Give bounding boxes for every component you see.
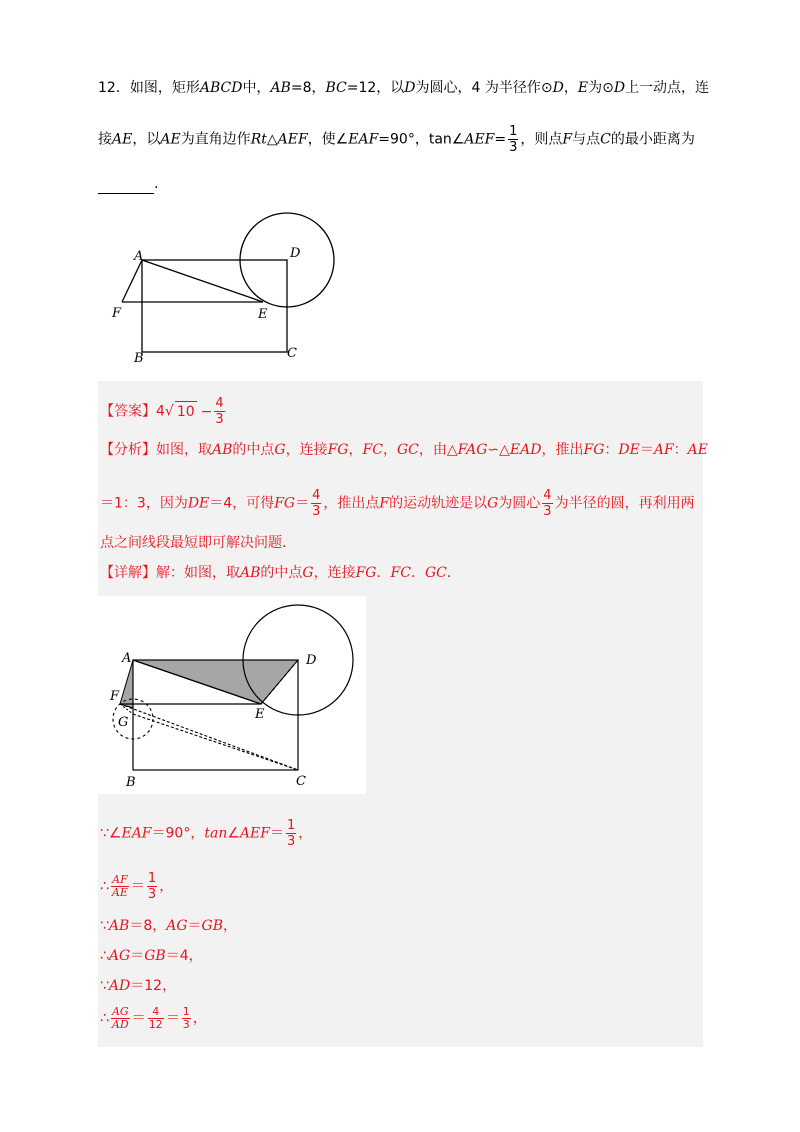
label-d: D xyxy=(306,653,317,668)
question-line-2: 接AE，以AE为直角边作Rt△AEF，使∠EAF=90°，tan∠AEF= $\frac{1}{3}$ ，则点F与点C的最小距离为 xyxy=(98,124,695,155)
step-3: ∵AB＝8，AG＝GB， xyxy=(100,918,238,934)
question-line-3: . xyxy=(98,174,158,194)
detail-line: 【详解】解：如图，取AB的中点G，连接FG．FC．GC． xyxy=(100,565,461,581)
fraction-af-ae: $\frac{AF}{AE}$ xyxy=(111,873,128,899)
fraction-one-third: $\frac{1}{3}$ xyxy=(182,1005,190,1031)
fraction-four-twelfths: $\frac{4}{12}$ xyxy=(148,1005,163,1031)
answer-blank xyxy=(98,179,154,194)
shaded-triangle-aed xyxy=(133,660,298,704)
step-6: ∴ $\frac{AG}{AD}$ ＝ $\frac{4}{12}$ ＝ $\frac{1}{3}$ ， xyxy=(100,1005,207,1031)
fraction-one-third: $\frac{1}{3}$ xyxy=(509,124,518,155)
step-4: ∴AG＝GB＝4， xyxy=(100,948,203,964)
answer-fraction: $\frac{4}{3}$ xyxy=(215,396,224,427)
analysis-line-3: 点之间线段最短即可解决问题. xyxy=(100,535,287,551)
label-e: E xyxy=(255,707,265,722)
label-f: F xyxy=(110,689,120,704)
fraction-one-third: $\frac{1}{3}$ xyxy=(286,818,296,849)
fraction-one-third: $\frac{1}{3}$ xyxy=(147,871,157,902)
segment-af xyxy=(122,260,142,302)
label-f: F xyxy=(112,306,122,321)
segment-gc-dashed xyxy=(133,714,298,770)
analysis-line-1: 【分析】如图，取AB的中点G，连接FG，FC，GC，由△FAG∽△EAD，推出FG：DE＝AF：AE xyxy=(100,442,709,458)
fraction-radius: $\frac{4}{3}$ xyxy=(543,488,552,519)
question-line-1: 12．如图，矩形ABCD中，AB=8，BC=12，以D为圆心，4 为半径作⊙D，E为⊙D上一动点，连 xyxy=(98,80,710,96)
label-c: C xyxy=(287,346,297,361)
analysis-line-2: ＝1：3，因为DE＝4，可得FG＝ $\frac{4}{3}$ ，推出点F的运动轨迹是以G为圆心 $\frac{4}{3}$ 为半径的圆，再利用两 xyxy=(100,488,695,519)
figure-2 xyxy=(98,596,366,794)
analysis-tag: 【分析】 xyxy=(100,442,156,458)
label-a: A xyxy=(134,249,144,264)
label-d: D xyxy=(290,246,301,261)
rectangle-abcd xyxy=(142,260,287,352)
label-g: G xyxy=(118,715,129,730)
shaded-triangle-fag xyxy=(120,660,133,708)
answer-line: 【答案】4√ 10 − $\frac{4}{3}$ xyxy=(100,396,224,427)
label-a: A xyxy=(122,651,132,666)
label-c: C xyxy=(296,774,306,789)
figure-1 xyxy=(100,205,350,375)
detail-tag: 【详解】 xyxy=(100,565,156,581)
step-2: ∴ $\frac{AF}{AE}$ ＝ $\frac{1}{3}$ ， xyxy=(100,871,174,902)
segment-fc-dashed xyxy=(120,704,298,770)
step-1: ∵∠EAF＝90°，tan∠AEF＝ $\frac{1}{3}$ ， xyxy=(100,818,313,849)
step-5: ∵AD＝12， xyxy=(100,978,177,994)
label-b: B xyxy=(134,351,144,366)
label-e: E xyxy=(258,307,268,322)
fraction-ag-ad: $\frac{AG}{AD}$ xyxy=(111,1005,129,1031)
label-b: B xyxy=(126,775,136,790)
question-number: 12． xyxy=(98,80,130,96)
fraction-four-thirds: $\frac{4}{3}$ xyxy=(312,488,321,519)
answer-tag: 【答案】 xyxy=(100,403,156,420)
sqrt-symbol: √ xyxy=(164,403,174,420)
